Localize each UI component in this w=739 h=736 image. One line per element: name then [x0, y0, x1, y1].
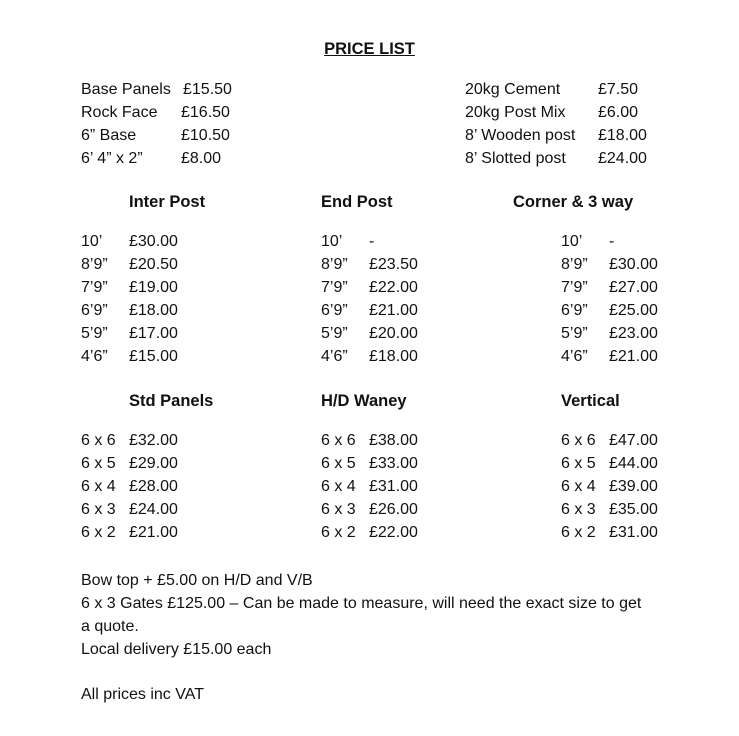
std-panels-list — [81, 432, 178, 547]
size: 6 x 4 — [561, 478, 596, 495]
price: £35.00 — [609, 501, 658, 518]
list-item — [561, 524, 658, 547]
item-name: 8’ Wooden post — [465, 127, 576, 144]
size: 7’9” — [561, 279, 588, 296]
size: 6’9” — [81, 302, 108, 319]
vertical-panels-heading: Vertical — [561, 392, 620, 410]
item-price: £8.00 — [181, 150, 222, 167]
list-item — [561, 478, 658, 501]
price: £19.00 — [129, 279, 178, 296]
size: 6 x 3 — [321, 501, 356, 518]
size: 6 x 2 — [81, 524, 116, 541]
size: 10’ — [561, 233, 583, 250]
list-item — [81, 279, 178, 302]
price: £29.00 — [129, 455, 178, 472]
list-item — [321, 302, 418, 325]
size: 6 x 3 — [561, 501, 596, 518]
price: £23.50 — [369, 256, 418, 273]
list-item — [81, 256, 178, 279]
item-name: 8’ Slotted post — [465, 150, 566, 167]
size: 6 x 5 — [561, 455, 596, 472]
list-item — [561, 455, 658, 478]
inter-post-heading: Inter Post — [129, 193, 206, 211]
list-item — [81, 233, 178, 256]
list-item — [81, 81, 232, 104]
size: 6 x 6 — [321, 432, 356, 449]
list-item — [561, 501, 658, 524]
item-price: £6.00 — [598, 104, 639, 121]
size: 10’ — [81, 233, 103, 250]
price: £33.00 — [369, 455, 418, 472]
size: 6’9” — [561, 302, 588, 319]
vertical-panels-list — [561, 432, 658, 547]
price: £25.00 — [609, 302, 658, 319]
base-items-list — [81, 81, 232, 173]
item-name: 20kg Post Mix — [465, 104, 566, 121]
waney-panels-heading: H/D Waney — [321, 392, 407, 410]
item-name: Base Panels — [81, 81, 171, 98]
price: £32.00 — [129, 432, 178, 449]
size: 8’9” — [561, 256, 588, 273]
page-title: PRICE LIST — [324, 40, 415, 58]
item-price: £24.00 — [598, 150, 647, 167]
list-item — [321, 501, 418, 524]
list-item — [321, 478, 418, 501]
size: 6 x 5 — [321, 455, 356, 472]
list-item — [81, 302, 178, 325]
list-item — [321, 233, 418, 256]
price: £21.00 — [609, 348, 658, 365]
size: 6 x 6 — [561, 432, 596, 449]
price: £18.00 — [129, 302, 178, 319]
size: 8’9” — [81, 256, 108, 273]
list-item — [321, 524, 418, 547]
size: 6 x 5 — [81, 455, 116, 472]
list-item — [465, 104, 647, 127]
price: £17.00 — [129, 325, 178, 342]
list-item — [561, 256, 658, 279]
size: 4’6” — [321, 348, 348, 365]
item-name: 6” Base — [81, 127, 137, 144]
size: 6 x 2 — [561, 524, 596, 541]
list-item — [465, 81, 647, 104]
price: £44.00 — [609, 455, 658, 472]
size: 4’6” — [81, 348, 108, 365]
price: £47.00 — [609, 432, 658, 449]
list-item — [321, 279, 418, 302]
list-item — [465, 150, 647, 173]
note-gates-continued: a quote. — [81, 618, 139, 635]
list-item — [81, 325, 178, 348]
item-price: £15.50 — [183, 81, 232, 98]
size: 6 x 4 — [321, 478, 356, 495]
size: 10’ — [321, 233, 343, 250]
end-post-heading: End Post — [321, 193, 393, 211]
other-items-list — [465, 81, 647, 173]
price: £27.00 — [609, 279, 658, 296]
size: 6 x 3 — [81, 501, 116, 518]
list-item — [465, 127, 647, 150]
std-panels-heading: Std Panels — [129, 392, 214, 410]
note-bow-top: Bow top + £5.00 on H/D and V/B — [81, 572, 313, 589]
list-item — [81, 348, 178, 371]
price: £24.00 — [129, 501, 178, 518]
note-delivery: Local delivery £15.00 each — [81, 641, 272, 658]
size: 6 x 4 — [81, 478, 116, 495]
item-price: £10.50 — [181, 127, 230, 144]
size: 4’6” — [561, 348, 588, 365]
size: 6 x 6 — [81, 432, 116, 449]
waney-panels-list — [321, 432, 418, 547]
list-item — [561, 302, 658, 325]
list-item — [561, 432, 658, 455]
size: 8’9” — [321, 256, 348, 273]
price: - — [609, 233, 615, 250]
list-item — [81, 501, 178, 524]
item-price: £7.50 — [598, 81, 639, 98]
corner-post-heading: Corner & 3 way — [513, 193, 634, 211]
price: £38.00 — [369, 432, 418, 449]
price: - — [369, 233, 375, 250]
list-item — [561, 233, 658, 256]
price: £22.00 — [369, 524, 418, 541]
price: £23.00 — [609, 325, 658, 342]
price: £21.00 — [129, 524, 178, 541]
list-item — [81, 104, 232, 127]
price: £31.00 — [609, 524, 658, 541]
list-item — [321, 256, 418, 279]
price: £39.00 — [609, 478, 658, 495]
list-item — [561, 348, 658, 371]
size: 5’9” — [321, 325, 348, 342]
size: 6’9” — [321, 302, 348, 319]
list-item — [81, 432, 178, 455]
list-item — [321, 432, 418, 455]
footer-vat-note: All prices inc VAT — [81, 686, 204, 703]
price: £30.00 — [129, 233, 178, 250]
inter-post-list — [81, 233, 178, 371]
size: 5’9” — [81, 325, 108, 342]
size: 7’9” — [81, 279, 108, 296]
list-item — [321, 325, 418, 348]
list-item — [81, 150, 232, 173]
price: £26.00 — [369, 501, 418, 518]
price: £22.00 — [369, 279, 418, 296]
list-item — [561, 325, 658, 348]
list-item — [321, 348, 418, 371]
price: £20.50 — [129, 256, 178, 273]
price: £18.00 — [369, 348, 418, 365]
item-name: Rock Face — [81, 104, 158, 121]
list-item — [81, 127, 232, 150]
corner-post-list — [561, 233, 658, 371]
list-item — [561, 279, 658, 302]
item-price: £18.00 — [598, 127, 647, 144]
price: £15.00 — [129, 348, 178, 365]
price: £31.00 — [369, 478, 418, 495]
size: 7’9” — [321, 279, 348, 296]
item-name: 6’ 4” x 2” — [81, 150, 143, 167]
price: £28.00 — [129, 478, 178, 495]
list-item — [81, 478, 178, 501]
list-item — [81, 455, 178, 478]
list-item — [81, 524, 178, 547]
list-item — [321, 455, 418, 478]
size: 6 x 2 — [321, 524, 356, 541]
price: £20.00 — [369, 325, 418, 342]
item-name: 20kg Cement — [465, 81, 561, 98]
size: 5’9” — [561, 325, 588, 342]
price: £30.00 — [609, 256, 658, 273]
end-post-list — [321, 233, 418, 371]
note-gates: 6 x 3 Gates £125.00 – Can be made to measure, will need the exact size to get — [81, 595, 642, 612]
price: £21.00 — [369, 302, 418, 319]
item-price: £16.50 — [181, 104, 230, 121]
